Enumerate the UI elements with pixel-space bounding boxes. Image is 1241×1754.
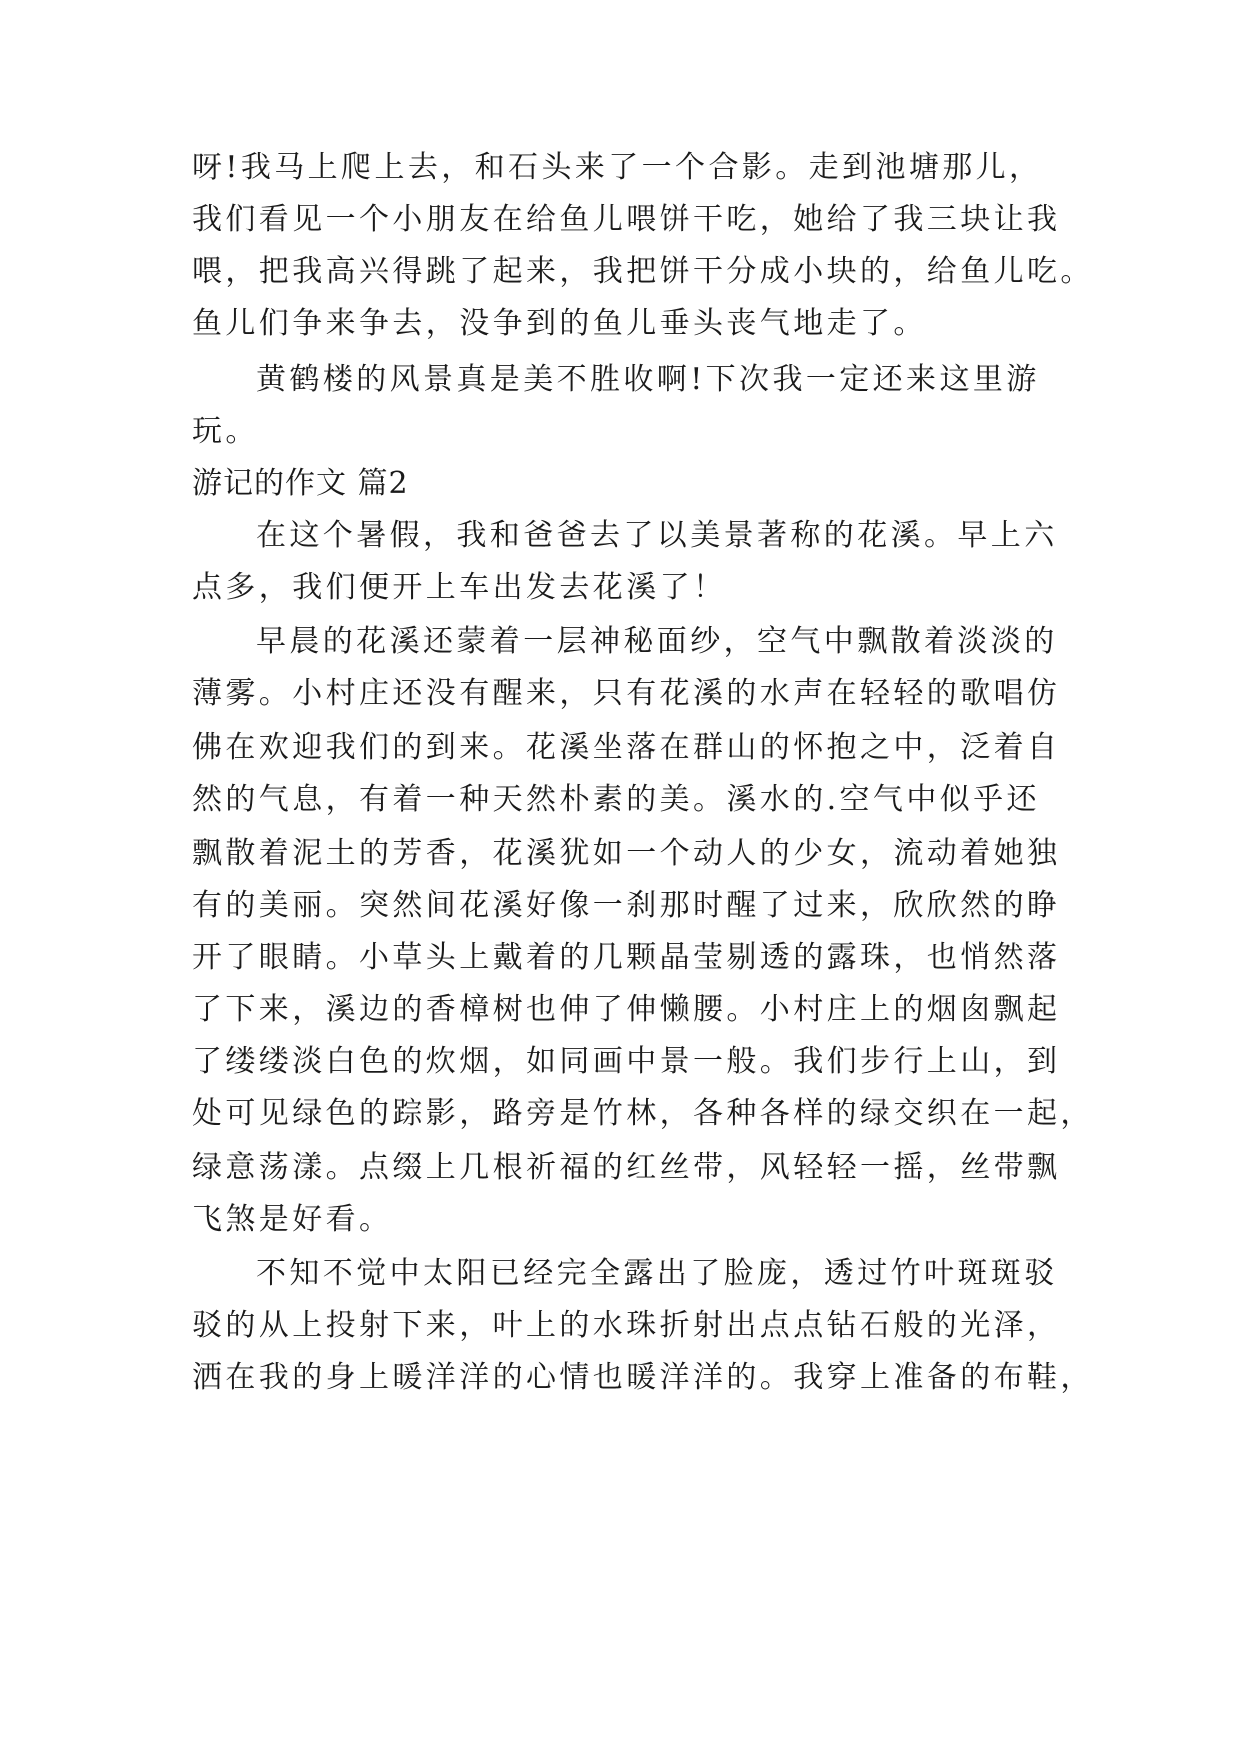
text-line: 飘散着泥土的芳香，花溪犹如一个动人的少女，流动着她独 [192, 836, 1061, 871]
text-line: 在这个暑假，我和爸爸去了以美景著称的花溪。早上六 [256, 518, 1058, 553]
text-line: 飞煞是好看。 [192, 1202, 393, 1237]
section-heading: 游记的作文 篇2 [192, 466, 409, 501]
text-line: 喂，把我高兴得跳了起来，我把饼干分成小块的，给鱼儿吃。 [192, 254, 1094, 289]
text-line: 早晨的花溪还蒙着一层神秘面纱，空气中飘散着淡淡的 [256, 624, 1058, 659]
text-line: 玩。 [192, 414, 259, 449]
text-line: 了下来，溪边的香樟树也伸了伸懒腰。小村庄上的烟囱飘起 [192, 992, 1061, 1027]
text-line: 佛在欢迎我们的到来。花溪坐落在群山的怀抱之中，泛着自 [192, 730, 1061, 765]
text-line: 呀!我马上爬上去，和石头来了一个合影。走到池塘那儿， [192, 150, 1043, 185]
text-line: 绿意荡漾。点缀上几根祈福的红丝带，风轻轻一摇，丝带飘 [192, 1150, 1061, 1185]
text-line: 驳的从上投射下来，叶上的水珠折射出点点钻石般的光泽， [192, 1308, 1061, 1343]
text-line: 不知不觉中太阳已经完全露出了脸庞，透过竹叶斑斑驳 [256, 1256, 1058, 1291]
text-line: 然的气息，有着一种天然朴素的美。溪水的.空气中似乎还 [192, 782, 1040, 817]
text-line: 鱼儿们争来争去，没争到的鱼儿垂头丧气地走了。 [192, 306, 927, 341]
text-line: 处可见绿色的踪影，路旁是竹林，各种各样的绿交织在一起， [192, 1096, 1094, 1131]
text-line: 薄雾。小村庄还没有醒来，只有花溪的水声在轻轻的歌唱仿 [192, 676, 1061, 711]
text-line: 黄鹤楼的风景真是美不胜收啊!下次我一定还来这里游 [256, 362, 1040, 397]
text-line: 开了眼睛。小草头上戴着的几颗晶莹剔透的露珠，也悄然落 [192, 940, 1061, 975]
text-line: 了缕缕淡白色的炊烟，如同画中景一般。我们步行上山，到 [192, 1044, 1061, 1079]
text-line: 洒在我的身上暖洋洋的心情也暖洋洋的。我穿上准备的布鞋， [192, 1360, 1094, 1395]
text-line: 有的美丽。突然间花溪好像一刹那时醒了过来，欣欣然的睁 [192, 888, 1061, 923]
text-line: 我们看见一个小朋友在给鱼儿喂饼干吃，她给了我三块让我 [192, 202, 1061, 237]
text-line: 点多，我们便开上车出发去花溪了！ [192, 570, 727, 605]
